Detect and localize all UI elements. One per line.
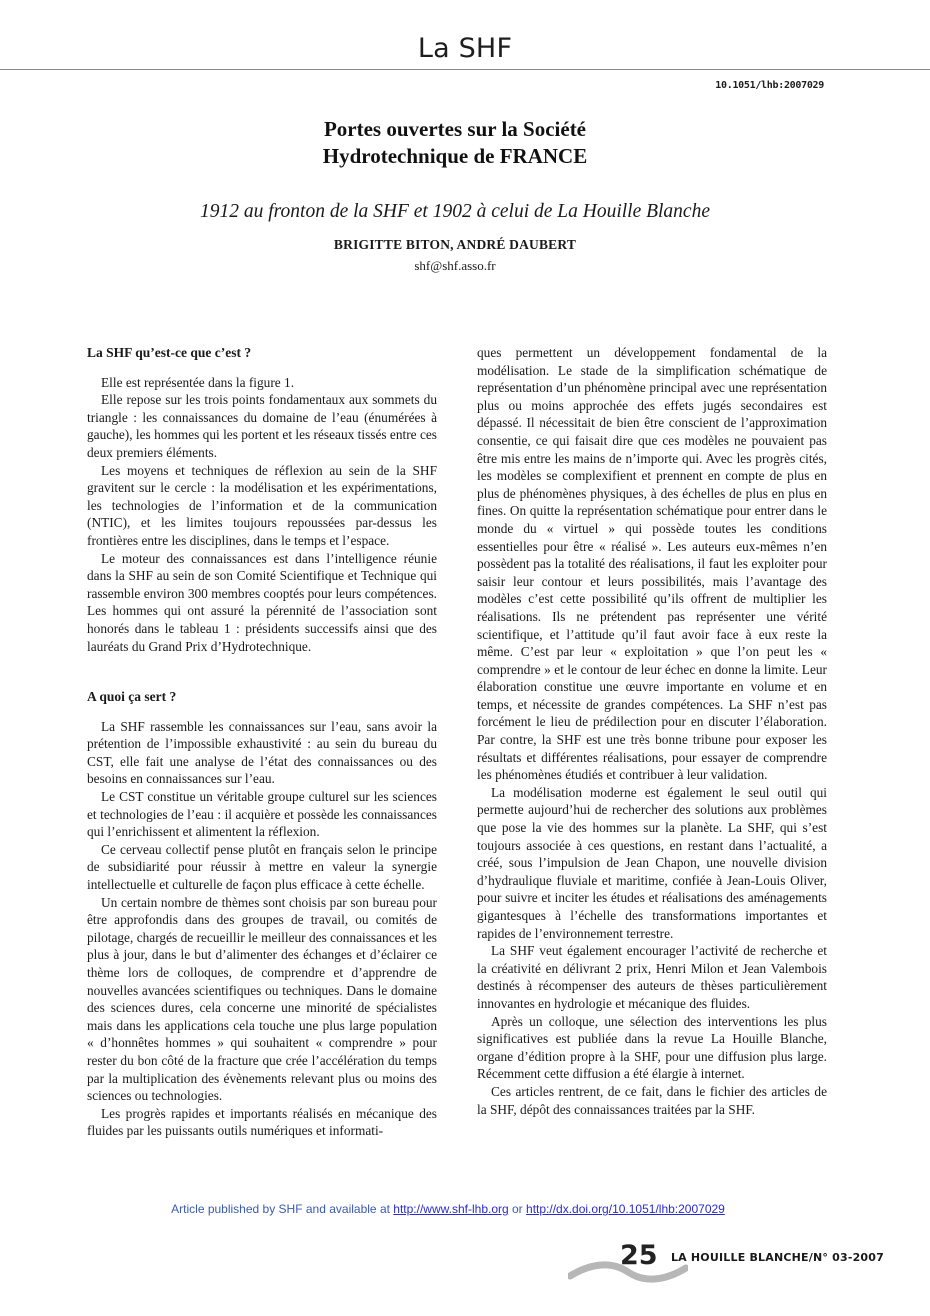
title-line-1: Portes ouvertes sur la Société <box>323 117 587 141</box>
title-line-2: Hydrotechnique de FRANCE <box>322 144 588 168</box>
paragraph: Les moyens et techniques de réflexion au sein de la SHF gravitent sur le cercle : la modélisation et les expérimentations, les technologies de l’information et de la communication (NTIC), et les limites toujours repoussées par-dessus les frontières entre les disciplines, dans le temps et l’espace. <box>87 462 437 548</box>
paragraph: La SHF rassemble les connaissances sur l’eau, sans avoir la prétention de l’impossible exhaustivité : au sein du bureau du CST, elle fait une analyse de l’état des connaissances ou des besoins en connaissances sur l’eau. <box>87 718 437 787</box>
note-prefix: Article published by SHF and available at <box>171 1202 394 1216</box>
journal-issue: LA HOUILLE BLANCHE/N° 03-2007 <box>670 1251 884 1264</box>
article-subtitle: 1912 au fronton de la SHF et 1902 à celui de La Houille Blanche <box>200 201 710 222</box>
paragraph: Les progrès rapides et importants réalisés en mécanique des fluides par les puissants outils numériques et informati- <box>87 1105 437 1139</box>
article-authors: BRIGITTE BITON, ANDRÉ DAUBERT <box>333 237 577 252</box>
paragraph: Ce cerveau collectif pense plutôt en français selon le principe de subsidiarité pour réussir à mettre en valeur la synergie intellectuelle et culturelle de façon plus efficace à cette échelle. <box>87 841 437 893</box>
paragraph: ques permettent un développement fondamental de la modélisation. Le stade de la simplification schématique de représentation d’un phénomène principal avec une représentation plus ou moins approchée des effets jugés secondaires est dépassé. Il nécessitait de bien être conscient de l’approximation consentie, ce qui faisait dire que ces modèles ne pouvaient pas être mis entre les mains de n’importe qui. Avec les progrès cités, les modèles se complexifient et prennent en compte de plus en plus de phénomènes physiques, à des échelles de plus en plus en fines. On quitte la représentation schématique pour entrer dans le monde du « virtuel » qui possède toutes les conditions essentielles pour être « réalisé ». Les auteurs eux-mêmes n’en possèdent pas la totalité des réalisations, il faut les exploiter pour saisir leur contour et leurs possibilités, mais l’avantage des modèles c’est cette possibilité qu’ils offrent de multiplier les réalisations. Ils ne prétendent pas représenter une vérité scientifique, et l’attitude qu’il faut avoir face à eux reste la même. C’est par leur « exploitation » que l’on peut les « comprendre » et le contour de leur échec en donne la limite. Leur élaboration constitue une œuvre importante en volume et en temps, et nécessite de grandes compétences. La SHF n’est pas forcément le lieu de prédilection pour en discuter l’élaboration. Par contre, la SHF est une très bonne tribune pour exposer les résultats et différentes réalisations, pour essayer de comprendre les phénomènes étudiés et contribuer à leur validation. <box>477 345 827 783</box>
note-mid: or <box>508 1202 527 1216</box>
paragraph: Elle repose sur les trois points fondamentaux aux sommets du triangle : les connaissances du domaine de l’eau (énumérées à gauche), les hommes qui les portent et les réseaux tissés entre ces deux premiers éléments. <box>87 392 437 460</box>
right-column <box>477 344 827 1118</box>
paragraph: La modélisation moderne est également le seul outil qui permette aujourd’hui de rechercher des solutions aux problèmes que pose la vie des hommes sur la planète. La SHF, qui s’est toujours associée à ces questions, en restant dans l’actualité, a créé, sous l’impulsion de Jean Chapon, une nouvelle division d’hydraulique fluviale et maritime, confiée à Jean-Louis Oliver, pour suivre et inciter les études et réalisations des aménagements gigantesques à l’échelle des transformations importantes et rapides de l’environnement terrestre. <box>477 784 827 941</box>
paragraph: Ces articles rentrent, de ce fait, dans le fichier des articles de la SHF, dépôt des connaissances traitées par la SHF. <box>477 1083 827 1117</box>
author-email: shf@shf.asso.fr <box>414 258 496 273</box>
doi-link[interactable]: http://dx.doi.org/10.1051/lhb:2007029 <box>526 1202 725 1216</box>
section-title: La SHF <box>417 33 513 64</box>
section-heading-what-is: La SHF qu’est-ce que c’est ? <box>87 345 252 360</box>
paragraph: Après un colloque, une sélection des interventions les plus significatives est publiée dans la revue La Houille Blanche, organe d’édition propre à la SHF, pour une diffusion plus large. Récemment cette diffusion a été élargie à internet. <box>477 1013 827 1082</box>
left-column <box>87 344 437 1140</box>
section-heading-purpose: A quoi ça sert ? <box>87 689 177 705</box>
article-title <box>0 116 910 170</box>
publication-note <box>0 1202 896 1216</box>
paragraph: Elle est représentée dans la figure 1. <box>101 374 295 390</box>
doi-label: 10.1051/lhb:2007029 <box>715 80 824 91</box>
paragraph: Le moteur des connaissances est dans l’intelligence réunie dans la SHF au sein de son Comité Scientifique et Technique qui rassemble environ 300 membres cooptés pour leurs compétences. Les hommes qui ont assuré la pérennité de l’association sont honorés dans le tableau 1 : présidents successifs ainsi que des lauréats du Grand Prix d’Hydrotechnique. <box>87 550 437 654</box>
paragraph: La SHF veut également encourager l’activité de recherche et la créativité en délivrant 2 prix, Henri Milon et Jean Valembois destinés à récompenser des auteurs de thèses particulièrement innovantes en hydrologie et mécanique des fluides. <box>477 943 827 1011</box>
header-divider <box>0 69 930 70</box>
paragraph: Le CST constitue un véritable groupe culturel sur les sciences et technologies de l’eau : il acquière et possède les connaissances qui l’enrichissent et alimentent la réflexion. <box>87 789 437 840</box>
section-spacer <box>87 655 437 688</box>
shf-lhb-link[interactable]: http://www.shf-lhb.org <box>393 1202 509 1216</box>
page-number: 25 <box>620 1240 658 1271</box>
paragraph: Un certain nombre de thèmes sont choisis par son bureau pour être approfondis dans des groupes de travail, ou comités de pilotage, chargés de recueillir le meilleur des connaissances et les plus à jour, dans le but d’alimenter des échanges et d’éclairer ce thème lors de colloques, de comprendre et d’apprendre de nouvelles avancées scientifiques ou techniques. Dans le domaine des sciences dures, cela concerne une minorité de spécialistes mais dans les applications cela touche une plus large population « d’honnêtes hommes » qui souhaitent « comprendre » pour rester du bon côté de la fracture que crée l’accélération du temps par la multiplication des évènements relevant plus ou moins des sciences ou technologies. <box>87 894 437 1104</box>
